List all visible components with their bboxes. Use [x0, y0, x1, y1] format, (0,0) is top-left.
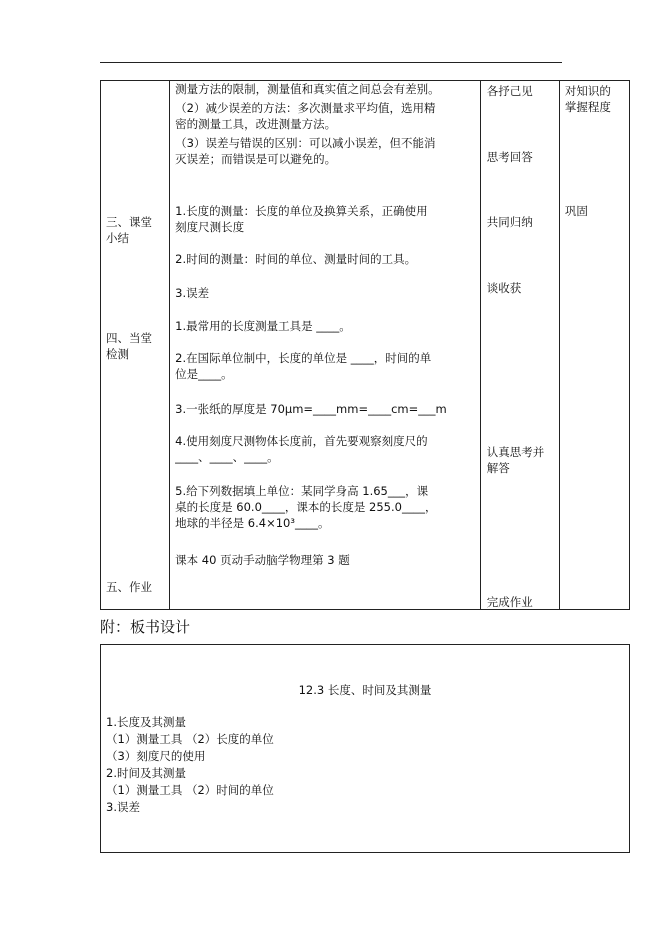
purpose-consolidate: 巩固 [564, 204, 588, 218]
board-line: （1）测量工具 （2）长度的单位 [106, 732, 274, 746]
content-column [170, 81, 481, 610]
board-line: （3）刻度尺的使用 [106, 749, 206, 763]
summary-time: 2.时间的测量：时间的单位、测量时间的工具。 [175, 252, 417, 266]
lesson-table [100, 80, 630, 610]
board-design-heading: 附：板书设计 [100, 618, 191, 636]
error-limit-text: 测量方法的限制，测量值和真实值之间总会有差别。 [175, 82, 440, 96]
question-3: 3.一张纸的厚度是 70μm=____mm=____cm=___m [175, 402, 447, 416]
question-2: 2.在国际单位制中，长度的单位是 ____，时间的单 位是____。 [175, 351, 432, 381]
summary-error: 3.误差 [175, 286, 210, 300]
board-line: （1）测量工具 （2）时间的单位 [106, 783, 274, 797]
activity-gains: 谈收获 [486, 281, 522, 295]
header-rule [100, 62, 562, 63]
question-5: 5.给下列数据填上单位：某同学身高 1.65___，课 桌的长度是 60.0____，课本的长度是 255.0____， 地球的半径是 6.4×10³____。 [175, 484, 437, 530]
section-homework-label: 五、作业 [106, 580, 152, 594]
board-line: 1.长度及其测量 [106, 715, 186, 729]
board-line: 2.时间及其测量 [106, 766, 186, 780]
activity-homework: 完成作业 [486, 595, 533, 609]
board-title: 12.3 长度、时间及其测量 [298, 683, 432, 697]
board-line: 3.误差 [106, 800, 140, 814]
stage-column [101, 81, 170, 610]
purpose-column [559, 81, 629, 610]
question-1: 1.最常用的长度测量工具是 ____。 [175, 319, 351, 333]
homework-text: 课本 40 页动手动脑学物理第 3 题 [175, 553, 350, 567]
activity-summarize: 共同归纳 [486, 215, 533, 229]
question-4: 4.使用刻度尺测物体长度前，首先要观察刻度尺的 ____、____、____。 [175, 434, 428, 464]
activity-opinions: 各抒己见 [486, 84, 533, 98]
activity-solve: 认真思考并 解答 [486, 445, 545, 475]
section-summary-label: 三、课堂 小结 [106, 215, 152, 245]
activity-answer: 思考回答 [486, 150, 533, 164]
purpose-mastery: 对知识的 掌握程度 [564, 84, 611, 114]
reduce-error-text: （2）减少误差的方法：多次测量求平均值，选用精 密的测量工具，改进测量方法。 [175, 101, 436, 131]
activity-column [480, 81, 559, 610]
board-design-box [100, 644, 630, 853]
error-vs-mistake-text: （3）误差与错误的区别：可以减小误差，但不能消 灭误差；而错误是可以避免的。 [175, 136, 436, 166]
section-check-label: 四、当堂 检测 [106, 331, 152, 361]
summary-length: 1.长度的测量：长度的单位及换算关系，正确使用 刻度尺测长度 [175, 204, 428, 234]
